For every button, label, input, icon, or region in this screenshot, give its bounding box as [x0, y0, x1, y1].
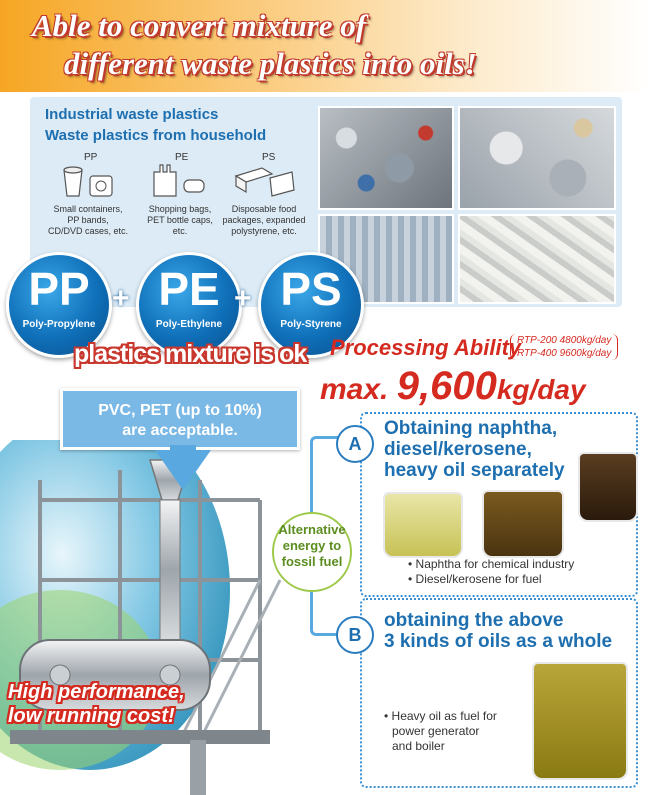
pe-circle-abbr: PE: [158, 263, 220, 315]
category-desc-ps-line: polystyrene, etc.: [231, 226, 297, 236]
plastics-mixture-label: plastics mixture is ok: [74, 340, 307, 368]
option-b-title-line: obtaining the above: [384, 610, 564, 631]
slogan: [8, 680, 185, 728]
pp-circle-abbr: PP: [28, 263, 90, 315]
alternative-line: fossil fuel: [281, 554, 343, 569]
ps-circle-abbr: PS: [280, 263, 342, 315]
option-a-title-line: Obtaining naphtha,: [384, 418, 558, 439]
pe-circle-name: Poly-Ethylene: [155, 319, 223, 330]
max-unit: kg/day: [496, 374, 586, 405]
category-desc-pp-line: Small containers,: [53, 204, 123, 214]
slogan-line-2: low running cost!: [8, 705, 175, 727]
option-a-title: [384, 418, 565, 481]
plus-sign: +: [112, 282, 130, 315]
recycling-plant-illustration: [0, 440, 330, 795]
plus-sign: +: [234, 282, 252, 315]
option-b-bullet: power generator: [392, 724, 480, 738]
option-a-bullet: • Diesel/kerosene for fuel: [408, 572, 542, 586]
option-b-bullet: and boiler: [392, 739, 445, 753]
category-desc-ps-line: packages, expanded: [222, 215, 306, 225]
option-b-badge: B: [336, 616, 374, 654]
slogan-line-1: High performance,: [8, 681, 185, 703]
option-b-bullet: • Heavy oil as fuel for: [384, 709, 497, 723]
combined-oil-jar: [532, 662, 628, 780]
diesel-jar: [482, 490, 564, 558]
pe-bag-icon: [150, 162, 210, 200]
household-waste-heading: Waste plastics from household: [45, 127, 267, 144]
ps-food-package-icon: [232, 162, 298, 200]
category-desc-ps: [214, 204, 314, 237]
category-code-pe: PE: [175, 152, 189, 163]
banner-title-line-2: different waste plastics into oils!: [64, 46, 477, 81]
option-b-title-line: 3 kinds of oils as a whole: [384, 631, 613, 652]
category-desc-pe-line: PET bottle caps,: [147, 215, 213, 225]
banner-title-line-1: Able to convert mixture of: [32, 8, 367, 43]
processing-ability-label: Processing Ability: [330, 335, 522, 360]
category-code-pp: PP: [84, 152, 98, 163]
header-banner: [0, 0, 650, 92]
waste-photo-containers: [458, 106, 616, 210]
acceptable-line-1: PVC, PET (up to 10%): [98, 402, 262, 419]
pp-container-icon: [58, 164, 118, 200]
category-desc-pe-line: Shopping bags,: [148, 204, 212, 214]
heavy-oil-jar: [578, 452, 638, 522]
acceptable-materials-box: [60, 388, 300, 450]
category-desc-pp: [36, 204, 140, 237]
category-desc-pp-line: CD/DVD cases, etc.: [47, 226, 129, 236]
max-prefix: max.: [320, 373, 397, 406]
max-value: 9,600: [396, 364, 497, 408]
option-b-title: [384, 610, 612, 652]
option-a-bullet: • Naphtha for chemical industry: [408, 557, 575, 571]
alternative-energy-text: [272, 522, 352, 570]
spec-rtp-400: RTP-400 9600kg/day: [517, 348, 612, 359]
option-a-badge: A: [336, 425, 374, 463]
category-code-ps: PS: [262, 152, 276, 163]
alternative-line: Alternative: [278, 522, 346, 537]
max-capacity: [320, 364, 586, 409]
option-a-title-line: diesel/kerosene,: [384, 439, 532, 460]
option-a-title-line: heavy oil separately: [384, 460, 565, 481]
waste-photo-mixed: [318, 106, 454, 210]
category-desc-pp-line: PP bands,: [67, 215, 109, 225]
acceptable-line-2: are acceptable.: [122, 422, 238, 439]
processing-spec: [510, 334, 618, 360]
waste-photo-bands: [458, 214, 616, 304]
ps-circle-name: Poly-Styrene: [280, 319, 342, 330]
pp-circle-name: Poly-Propylene: [22, 319, 96, 330]
naphtha-jar: [383, 492, 463, 558]
category-desc-pe-line: etc.: [172, 226, 188, 236]
industrial-waste-heading: Industrial waste plastics: [45, 106, 219, 123]
spec-rtp-200: RTP-200 4800kg/day: [517, 335, 612, 346]
alternative-line: energy to: [282, 538, 342, 553]
down-arrow-icon: [155, 450, 211, 490]
category-desc-ps-line: Disposable food: [231, 204, 297, 214]
